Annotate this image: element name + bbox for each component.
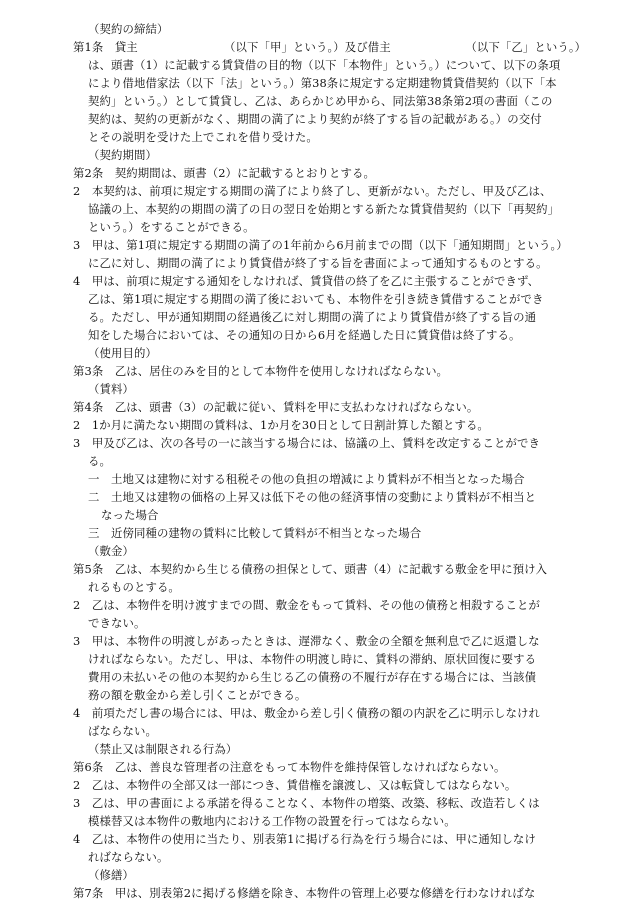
article-5-line: ばならない。 [88, 724, 157, 738]
article-2-line: 乙は、第1項に規定する期間の満了後においても、本物件を引き続き賃借することができ [88, 292, 544, 306]
article-3-line: 第3条 乙は、居住のみを目的として本物件を使用しなければならない。 [73, 364, 449, 378]
article-5-line: ければならない。ただし、甲は、本物件の明渡し時に、賃料の滞納、原状回復に要する [88, 652, 537, 666]
article-2-line: という。）をすることができる。 [88, 220, 255, 234]
article-5-line: 4 前項ただし書の場合には、甲は、敷金から差し引く債務の額の内訳を乙に明示しなけれ [73, 706, 540, 720]
article-5-line: 費用の未払いその他の本契約から生じる乙の債務の不履行が存在する場合には、当該債 [88, 670, 537, 684]
article-7-line: 第7条 甲は、別表第2に掲げる修繕を除き、本物件の管理上必要な修繕を行わなければな [73, 886, 536, 900]
article-1-line: は、頭書（1）に記載する賃貸借の目的物（以下「本物件」という。）について、以下の条項 [88, 58, 561, 72]
article-2-line: 第2条 契約期間は、頭書（2）に記載するとおりとする。 [73, 166, 375, 180]
article-5-line: できない。 [88, 616, 146, 630]
article-6-line: 4 乙は、本物件の使用に当たり、別表第1に掲げる行為を行う場合には、甲に通知しなけ [73, 832, 536, 846]
article-4-line: 2 1か月に満たない期間の賃料は、1か月を30日として日割計算した額とする。 [73, 418, 489, 432]
heading-rent: （賃料） [88, 382, 134, 396]
article-4-line: 第4条 乙は、頭書（3）の記載に従い、賃料を甲に支払わなければならない。 [73, 400, 479, 414]
article-2-line: 2 本契約は、前項に規定する期間の満了により終了し、更新がない。ただし、甲及び乙は、 [73, 184, 552, 198]
article-5-line: れるものとする。 [88, 580, 180, 594]
article-2-line: 協議の上、本契約の期間の満了の日の翌日を始期とする新たな賃貸借契約（以下「再契約」 [88, 202, 560, 216]
article-4-item: なった場合 [101, 508, 159, 522]
article-2-line: 4 甲は、前項に規定する通知をしなければ、賃貸借の終了を乙に主張することができず、 [73, 274, 540, 288]
article-4-item: 一 土地又は建物に対する租税その他の負担の増減により賃料が不相当となった場合 [88, 472, 525, 486]
article-1-line: とその説明を受けた上でこれを借り受けた。 [88, 130, 318, 144]
article-2-line: 知をした場合においては、その通知の日から6月を経過した日に賃貸借は終了する。 [88, 328, 521, 342]
heading-repairs: （修繕） [88, 868, 134, 882]
article-5-line: 3 甲は、本物件の明渡しがあったときは、遅滞なく、敷金の全額を無利息で乙に返還しな [73, 634, 540, 648]
article-6-line: 模様替又は本物件の敷地内における工作物の設置を行ってはならない。 [88, 814, 456, 828]
article-6-line: 2 乙は、本物件の全部又は一部につき、賃借権を譲渡し、又は転貸してはならない。 [73, 778, 517, 792]
article-5-line: 第5条 乙は、本契約から生じる債務の担保として、頭書（4）に記載する敷金を甲に預け入 [73, 562, 548, 576]
article-2-line: に乙に対し、期間の満了により賃貸借が終了する旨を書面によって通知するものとする。 [88, 256, 548, 270]
article-6-line: 第6条 乙は、善良な管理者の注意をもって本物件を維持保管しなければならない。 [73, 760, 506, 774]
article-6-line: 3 乙は、甲の書面による承諾を得ることなく、本物件の増築、改築、移転、改造若しくは [73, 796, 540, 810]
article-5-line: 務の額を敷金から差し引くことができる。 [88, 688, 307, 702]
article-5-line: 2 乙は、本物件を明け渡すまでの間、敷金をもって賃料、その他の債務と相殺することが [73, 598, 540, 612]
heading-contract-period: （契約期間） [88, 148, 157, 162]
heading-deposit: （敷金） [88, 544, 134, 558]
article-1-line: により借地借家法（以下「法」という。）第38条に規定する定期建物賃貸借契約（以下「本 [88, 76, 557, 90]
article-1-line: 第1条 貸主 （以下「甲」という。）及び借主 （以下「乙」という。） [73, 40, 587, 54]
article-4-line: る。 [88, 454, 111, 468]
article-6-line: ればならない。 [88, 850, 169, 864]
heading-contract-conclusion: （契約の締結） [88, 22, 169, 36]
article-1-line: 契約は、契約の更新がなく、期間の満了により契約が終了する旨の記載がある。）の交付 [88, 112, 542, 126]
article-1-line: 契約」という。）として賃貸し、乙は、あらかじめ甲から、同法第38条第2項の書面（この [88, 94, 553, 108]
article-4-item: 二 土地又は建物の価格の上昇又は低下その他の経済事情の変動により賃料が不相当と [88, 490, 537, 504]
article-2-line: 3 甲は、第1項に規定する期間の満了の1年前から6月前までの間（以下「通知期間」という。） [73, 238, 568, 252]
heading-prohibited-acts: （禁止又は制限される行為） [88, 742, 238, 756]
article-2-line: る。ただし、甲が通知期間の経過後乙に対し期間の満了により賃貸借が終了する旨の通 [88, 310, 537, 324]
article-4-item: 三 近傍同種の建物の賃料に比較して賃料が不相当となった場合 [88, 526, 422, 540]
article-4-line: 3 甲及び乙は、次の各号の一に該当する場合には、協議の上、賃料を改定することができ [73, 436, 540, 450]
heading-purpose-of-use: （使用目的） [88, 346, 157, 360]
